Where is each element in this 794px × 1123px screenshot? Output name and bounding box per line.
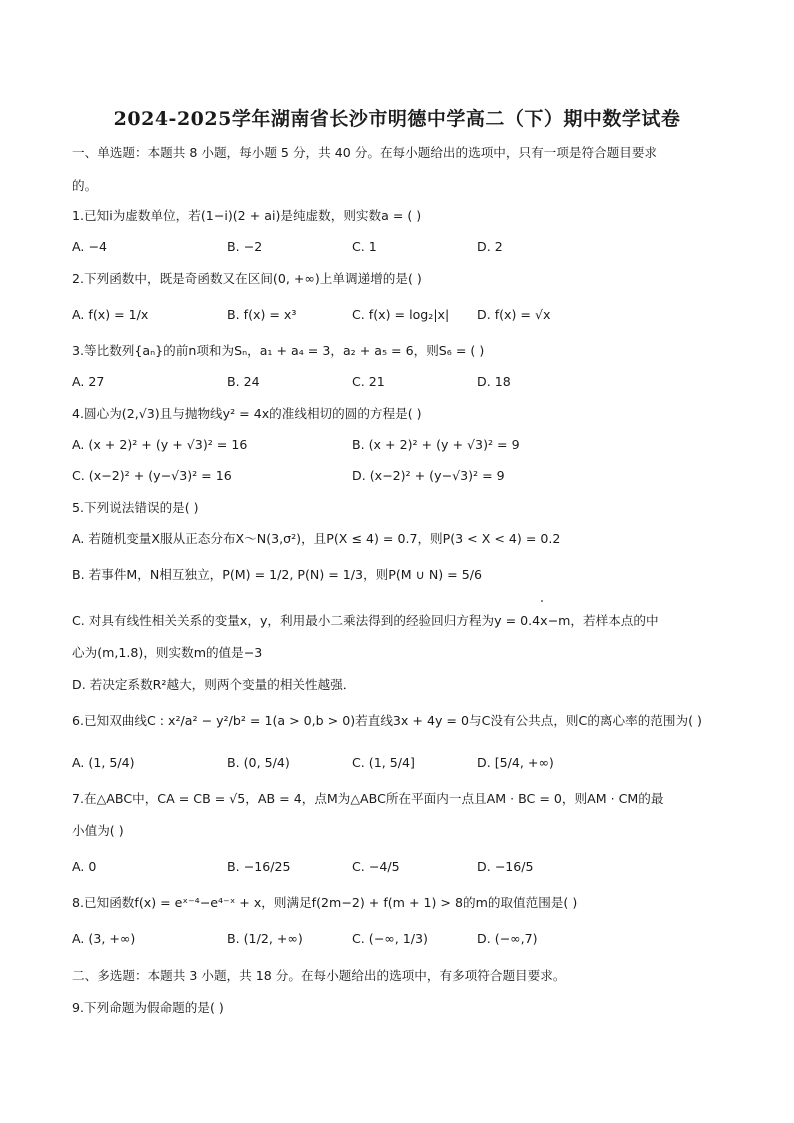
question-7-option-d: D. −16/5 [477,859,534,874]
question-6-stem: 6.已知双曲线C : x²/a² − y²/b² = 1(a > 0,b > 0)若直线3x + 4y = 0与C没有公共点，则C的离心率的范围为( ) [72,713,702,728]
question-8-option-c: C. (−∞, 1/3) [352,931,428,946]
page-title: 2024-2025学年湖南省长沙市明德中学高二（下）期中数学试卷 [113,108,681,130]
section1-header-line2: 的。 [72,178,98,193]
question-7-stem-line2: 小值为( ) [72,823,124,838]
question-3-option-d: D. 18 [477,374,511,389]
question-3-stem: 3.等比数列{aₙ}的前n项和为Sₙ，a₁ + a₄ = 3，a₂ + a₅ = 6，则S₆ = ( ) [72,343,485,358]
question-6-option-a: A. (1, 5/4) [72,755,135,770]
question-1-option-c: C. 1 [352,239,377,254]
question-8-option-b: B. (1/2, +∞) [227,931,303,946]
question-5-option-a: A. 若随机变量X服从正态分布X～N(3,σ²)，且P(X ≤ 4) = 0.7，则P(3 < X < 4) = 0.2 [72,531,561,546]
question-5-option-d: D. 若决定系数R²越大，则两个变量的相关性越强． [72,677,356,692]
question-3-option-a: A. 27 [72,374,105,389]
question-6-option-c: C. (1, 5/4] [352,755,415,770]
question-6-option-b: B. (0, 5/4) [227,755,290,770]
question-1-option-d: D. 2 [477,239,503,254]
question-7-option-a: A. 0 [72,859,97,874]
question-3-option-b: B. 24 [227,374,260,389]
question-1-option-a: A. −4 [72,239,107,254]
question-2-option-b: B. f(x) = x³ [227,307,297,322]
question-9-stem: 9.下列命题为假命题的是( ) [72,1000,224,1015]
question-7-stem-line1: 7.在△ABC中，CA = CB = √5，AB = 4，点M为△ABC所在平面内一点且AM · BC = 0，则AM · CM的最 [72,791,664,806]
question-7-option-c: C. −4/5 [352,859,400,874]
question-5-option-b: B. 若事件M，N相互独立，P(M) = 1/2, P(N) = 1/3，则P(M ∪ N) = 5/6 [72,567,483,582]
section1-header-line1: 一、单选题：本题共 8 小题，每小题 5 分，共 40 分。在每小题给出的选项中，只有一项是符合题目要求 [72,145,658,160]
question-2-option-d: D. f(x) = √x [477,307,551,322]
stray-mark [541,600,543,602]
section2-header: 二、多选题：本题共 3 小题，共 18 分。在每小题给出的选项中，有多项符合题目要求。 [72,968,566,983]
question-3-option-c: C. 21 [352,374,385,389]
question-6-option-d: D. [5/4, +∞) [477,755,554,770]
question-4-option-b: B. (x + 2)² + (y + √3)² = 9 [352,437,520,452]
question-8-stem: 8.已知函数f(x) = eˣ⁻⁴−e⁴⁻ˣ + x，则满足f(2m−2) + f(m + 1) > 8的m的取值范围是( ) [72,895,578,910]
question-2-stem: 2.下列函数中，既是奇函数又在区间(0, +∞)上单调递增的是( ) [72,271,422,286]
question-1-stem: 1.已知i为虚数单位，若(1−i)(2 + ai)是纯虚数，则实数a = ( ) [72,208,422,223]
question-4-option-d: D. (x−2)² + (y−√3)² = 9 [352,468,505,483]
question-5-stem: 5.下列说法错误的是( ) [72,500,199,515]
question-5-option-c-line1: C. 对具有线性相关关系的变量x，y，利用最小二乘法得到的经验回归方程为y = 0.4x−m，若样本点的中 [72,613,659,628]
question-7-option-b: B. −16/25 [227,859,291,874]
question-4-stem: 4.圆心为(2,√3)且与抛物线y² = 4x的准线相切的圆的方程是( ) [72,406,422,421]
question-2-option-c: C. f(x) = log₂|x| [352,307,450,322]
question-4-option-c: C. (x−2)² + (y−√3)² = 16 [72,468,232,483]
question-8-option-a: A. (3, +∞) [72,931,136,946]
question-1-option-b: B. −2 [227,239,263,254]
question-4-option-a: A. (x + 2)² + (y + √3)² = 16 [72,437,248,452]
question-2-option-a: A. f(x) = 1/x [72,307,149,322]
question-8-option-d: D. (−∞,7) [477,931,538,946]
question-5-option-c-line2: 心为(m,1.8)，则实数m的值是−3 [72,645,263,660]
